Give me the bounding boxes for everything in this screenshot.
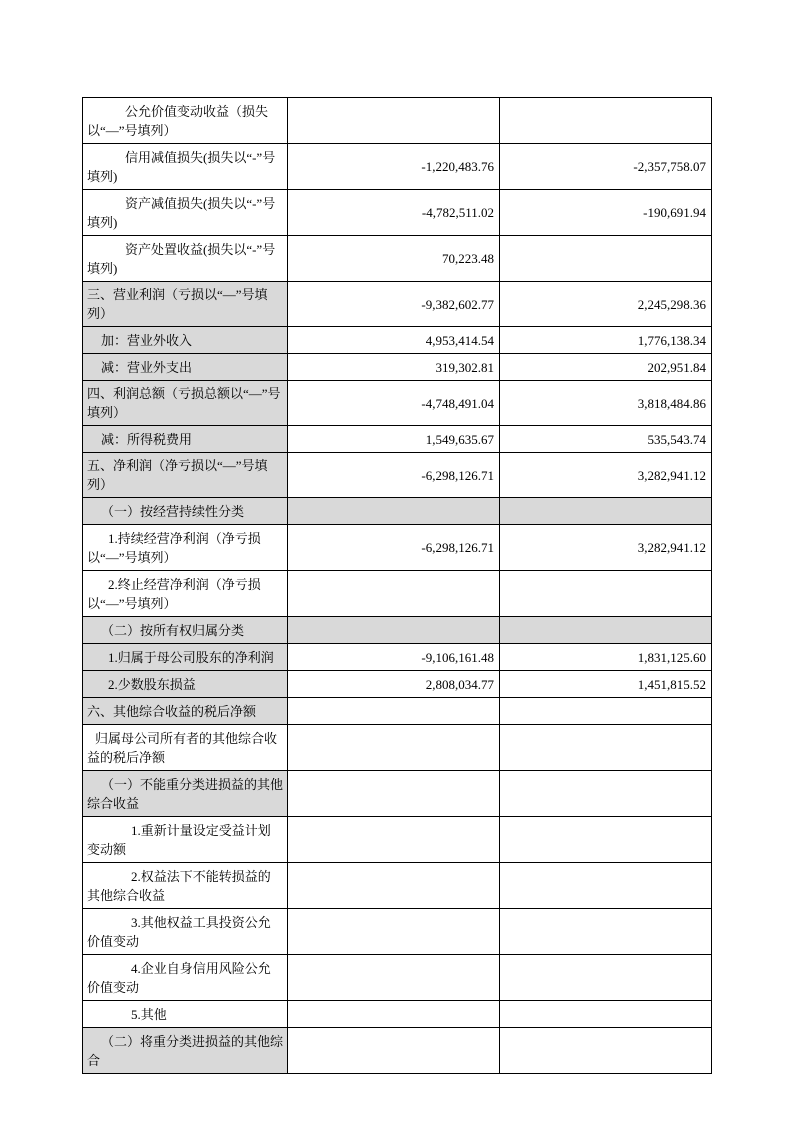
prior-period-amount: 3,282,941.12 xyxy=(637,540,706,555)
item-label-cell xyxy=(83,144,288,190)
table-row xyxy=(83,863,712,909)
current-period-amount: 4,953,414.54 xyxy=(425,332,494,348)
income-statement-table xyxy=(82,97,712,1074)
item-label: 减：营业外支出 xyxy=(101,359,193,375)
table-row xyxy=(83,282,712,327)
value-cell-prior-period xyxy=(500,671,712,698)
item-label-cell xyxy=(83,282,288,327)
item-label: 3.其他权益工具投资公允价值变动 xyxy=(87,914,271,949)
prior-period-amount: 535,543.74 xyxy=(647,431,706,447)
item-label: 2.终止经营净利润（净亏损以“—”号填列） xyxy=(87,576,261,611)
table-row xyxy=(83,98,712,144)
table-row xyxy=(83,909,712,955)
item-label: 信用减值损失(损失以“-”号填列) xyxy=(87,149,276,184)
item-label: （二）将重分类进损益的其他综合 xyxy=(87,1033,284,1068)
current-period-amount: 319,302.81 xyxy=(435,359,494,375)
value-cell-current-period xyxy=(288,771,500,817)
table-row xyxy=(83,725,712,771)
item-label: 1.重新计量设定受益计划变动额 xyxy=(87,822,271,857)
current-period-amount: -6,298,126.71 xyxy=(421,540,494,555)
table-row xyxy=(83,381,712,426)
item-label-cell xyxy=(83,617,288,644)
value-cell-current-period xyxy=(288,909,500,955)
value-cell-current-period xyxy=(288,381,500,426)
value-cell-prior-period xyxy=(500,725,712,771)
item-label-cell xyxy=(83,1001,288,1028)
value-cell-prior-period xyxy=(500,525,712,571)
value-cell-current-period xyxy=(288,725,500,771)
item-label: 六、其他综合收益的税后净额 xyxy=(87,703,257,719)
current-period-amount: 70,223.48 xyxy=(442,251,494,266)
item-label-cell xyxy=(83,190,288,236)
value-cell-current-period xyxy=(288,498,500,525)
item-label: 四、利润总额（亏损总额以“—”号填列） xyxy=(87,386,281,420)
value-cell-prior-period xyxy=(500,617,712,644)
item-label-cell xyxy=(83,354,288,381)
value-cell-prior-period xyxy=(500,698,712,725)
value-cell-prior-period xyxy=(500,863,712,909)
prior-period-amount: 3,282,941.12 xyxy=(637,467,706,483)
table-row xyxy=(83,453,712,498)
item-label-cell xyxy=(83,1028,288,1074)
value-cell-current-period xyxy=(288,955,500,1001)
current-period-amount: -6,298,126.71 xyxy=(421,467,494,483)
item-label-cell xyxy=(83,327,288,354)
item-label-cell xyxy=(83,771,288,817)
value-cell-current-period xyxy=(288,525,500,571)
value-cell-current-period xyxy=(288,236,500,282)
item-label: 资产减值损失(损失以“-”号填列) xyxy=(87,195,276,230)
value-cell-prior-period xyxy=(500,282,712,327)
table-row xyxy=(83,144,712,190)
value-cell-current-period xyxy=(288,327,500,354)
value-cell-prior-period xyxy=(500,771,712,817)
value-cell-prior-period xyxy=(500,236,712,282)
value-cell-prior-period xyxy=(500,426,712,453)
value-cell-prior-period xyxy=(500,1001,712,1028)
value-cell-prior-period xyxy=(500,190,712,236)
table-row xyxy=(83,955,712,1001)
current-period-amount: -4,782,511.02 xyxy=(421,205,494,220)
current-period-amount: 1,549,635.67 xyxy=(425,431,494,447)
table-row xyxy=(83,498,712,525)
table-row xyxy=(83,644,712,671)
item-label: （一）按经营持续性分类 xyxy=(101,503,245,519)
value-cell-prior-period xyxy=(500,354,712,381)
item-label: 5.其他 xyxy=(131,1006,167,1022)
value-cell-current-period xyxy=(288,1028,500,1074)
item-label: 4.企业自身信用风险公允价值变动 xyxy=(87,960,271,995)
item-label-cell xyxy=(83,525,288,571)
item-label: 1.归属于母公司股东的净利润 xyxy=(108,649,274,665)
item-label: 五、净利润（净亏损以“—”号填列） xyxy=(87,458,268,492)
item-label: 资产处置收益(损失以“-”号填列) xyxy=(87,241,276,276)
item-label-cell xyxy=(83,498,288,525)
value-cell-current-period xyxy=(288,644,500,671)
item-label: 2.权益法下不能转损益的其他综合收益 xyxy=(87,868,271,903)
prior-period-amount: 1,451,815.52 xyxy=(637,676,706,692)
value-cell-current-period xyxy=(288,144,500,190)
prior-period-amount: -190,691.94 xyxy=(643,205,706,220)
item-label-cell xyxy=(83,671,288,698)
value-cell-prior-period xyxy=(500,98,712,144)
table-row xyxy=(83,1001,712,1028)
value-cell-prior-period xyxy=(500,327,712,354)
item-label: 减：所得税费用 xyxy=(101,431,193,447)
item-label-cell xyxy=(83,426,288,453)
value-cell-current-period xyxy=(288,863,500,909)
table-row xyxy=(83,617,712,644)
value-cell-prior-period xyxy=(500,453,712,498)
value-cell-current-period xyxy=(288,698,500,725)
value-cell-prior-period xyxy=(500,498,712,525)
item-label-cell xyxy=(83,644,288,671)
prior-period-amount: 3,818,484.86 xyxy=(637,395,706,411)
prior-period-amount: 2,245,298.36 xyxy=(637,296,706,312)
item-label-cell xyxy=(83,725,288,771)
value-cell-current-period xyxy=(288,354,500,381)
value-cell-current-period xyxy=(288,453,500,498)
current-period-amount: -9,382,602.77 xyxy=(421,296,494,312)
item-label-cell xyxy=(83,863,288,909)
prior-period-amount: 1,831,125.60 xyxy=(637,649,706,665)
table-row xyxy=(83,571,712,617)
value-cell-prior-period xyxy=(500,381,712,426)
value-cell-prior-period xyxy=(500,571,712,617)
table-row xyxy=(83,698,712,725)
item-label: （二）按所有权归属分类 xyxy=(101,622,245,638)
table-row xyxy=(83,525,712,571)
prior-period-amount: -2,357,758.07 xyxy=(633,159,706,174)
income-statement-body xyxy=(83,98,712,1074)
table-row xyxy=(83,771,712,817)
value-cell-current-period xyxy=(288,817,500,863)
value-cell-current-period xyxy=(288,617,500,644)
value-cell-prior-period xyxy=(500,817,712,863)
item-label-cell xyxy=(83,453,288,498)
value-cell-prior-period xyxy=(500,909,712,955)
table-row xyxy=(83,236,712,282)
value-cell-current-period xyxy=(288,190,500,236)
table-row xyxy=(83,190,712,236)
item-label-cell xyxy=(83,571,288,617)
item-label-cell xyxy=(83,955,288,1001)
table-row xyxy=(83,354,712,381)
table-row xyxy=(83,671,712,698)
table-row xyxy=(83,426,712,453)
table-row xyxy=(83,817,712,863)
item-label-cell xyxy=(83,236,288,282)
item-label-cell xyxy=(83,909,288,955)
item-label: 加：营业外收入 xyxy=(101,332,193,348)
value-cell-current-period xyxy=(288,426,500,453)
prior-period-amount: 202,951.84 xyxy=(647,359,706,375)
table-row xyxy=(83,1028,712,1074)
item-label-cell xyxy=(83,98,288,144)
value-cell-prior-period xyxy=(500,1028,712,1074)
item-label: 2.少数股东损益 xyxy=(108,676,196,692)
value-cell-current-period xyxy=(288,1001,500,1028)
item-label-cell xyxy=(83,698,288,725)
value-cell-current-period xyxy=(288,671,500,698)
current-period-amount: -9,106,161.48 xyxy=(421,649,494,665)
item-label: 归属母公司所有者的其他综合收益的税后净额 xyxy=(87,730,278,765)
item-label: 三、营业利润（亏损以“—”号填列） xyxy=(87,287,268,321)
item-label: （一）不能重分类进损益的其他综合收益 xyxy=(87,776,284,811)
current-period-amount: -1,220,483.76 xyxy=(421,159,494,174)
current-period-amount: 2,808,034.77 xyxy=(425,676,494,692)
current-period-amount: -4,748,491.04 xyxy=(421,395,494,411)
item-label-cell xyxy=(83,381,288,426)
table-row xyxy=(83,327,712,354)
prior-period-amount: 1,776,138.34 xyxy=(637,332,706,348)
item-label: 1.持续经营净利润（净亏损以“—”号填列） xyxy=(87,530,261,565)
value-cell-current-period xyxy=(288,98,500,144)
value-cell-current-period xyxy=(288,571,500,617)
value-cell-prior-period xyxy=(500,144,712,190)
value-cell-prior-period xyxy=(500,644,712,671)
value-cell-prior-period xyxy=(500,955,712,1001)
item-label-cell xyxy=(83,817,288,863)
value-cell-current-period xyxy=(288,282,500,327)
item-label: 公允价值变动收益（损失以“—”号填列） xyxy=(87,103,269,138)
